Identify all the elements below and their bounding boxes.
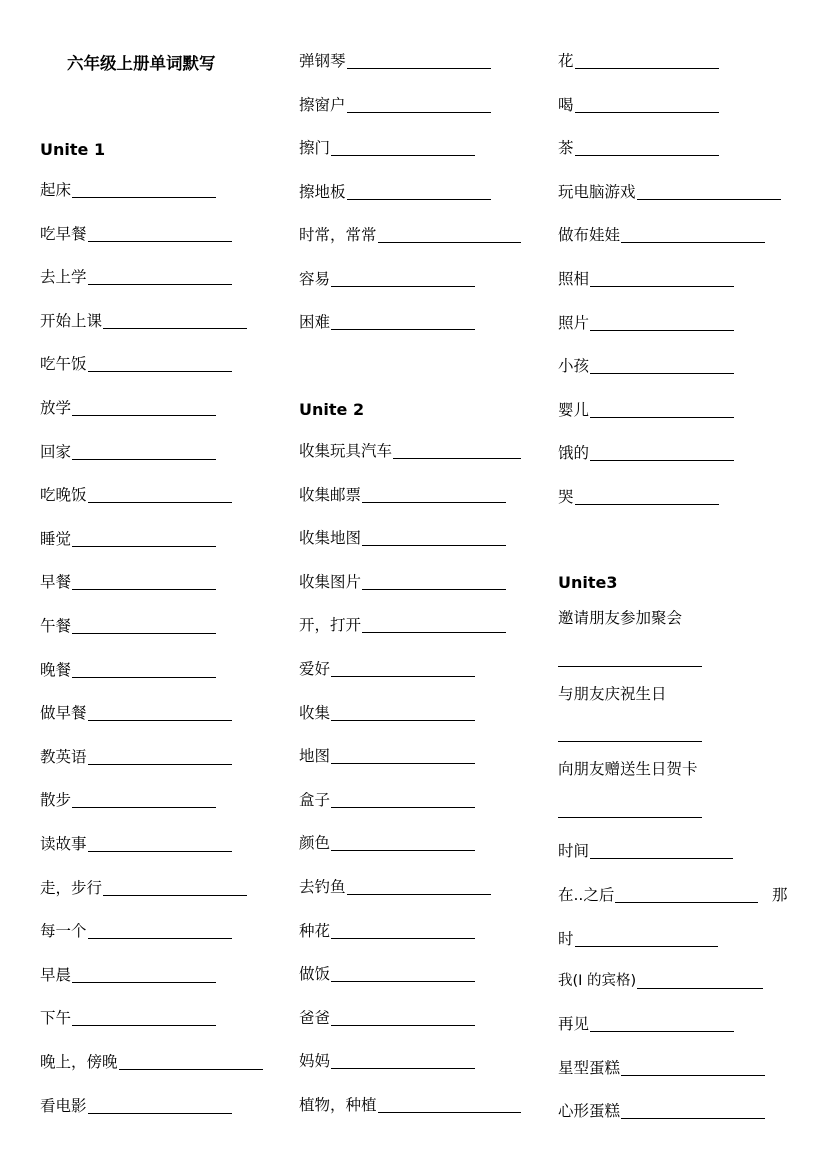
unit-2-heading: Unite 2: [299, 400, 365, 419]
word-entry: [299, 50, 491, 72]
word-entry: [40, 702, 232, 724]
word-entry: [299, 789, 475, 811]
answer-blank[interactable]: [331, 938, 475, 939]
answer-blank[interactable]: [590, 373, 734, 374]
answer-blank[interactable]: [72, 546, 216, 547]
word-label: 时: [558, 930, 574, 948]
phrase-celebrate-birthday: 与朋友庆祝生日: [558, 685, 667, 703]
word-label: 时间: [558, 842, 590, 860]
word-entry: [299, 137, 475, 159]
answer-blank[interactable]: [362, 502, 506, 503]
word-label: 教英语: [40, 747, 87, 766]
word-entry: [558, 884, 758, 906]
word-label: 做布娃娃: [558, 226, 621, 245]
answer-blank[interactable]: [331, 720, 475, 721]
answer-blank[interactable]: [347, 894, 491, 895]
word-entry: [558, 970, 763, 992]
word-label: 收集玩具汽车: [299, 442, 393, 460]
word-label: 散步: [40, 791, 72, 810]
word-label: 爸爸: [299, 1008, 331, 1027]
word-entry: [40, 659, 216, 681]
answer-blank[interactable]: [590, 460, 734, 461]
word-label: 植物，种植: [299, 1096, 377, 1114]
word-label: 去上学: [40, 268, 87, 287]
word-label-continued: 那: [772, 886, 788, 904]
word-label: 擦门: [299, 139, 331, 157]
word-label: 收集邮票: [299, 485, 362, 504]
word-entry: [558, 399, 734, 421]
answer-blank[interactable]: [615, 902, 758, 903]
word-entry: [558, 94, 719, 116]
answer-blank[interactable]: [88, 720, 232, 721]
word-entry: [40, 746, 232, 768]
word-label: 我(I 的宾格): [558, 973, 637, 989]
word-entry: [558, 928, 718, 950]
word-entry: [40, 397, 216, 419]
word-label: 开，打开: [299, 616, 362, 635]
word-entry: [299, 832, 475, 854]
word-label: 哭: [558, 488, 574, 506]
answer-blank[interactable]: [88, 938, 232, 939]
answer-blank[interactable]: [558, 741, 702, 742]
word-label: 小孩: [558, 357, 590, 376]
word-label: 吃午饭: [40, 355, 87, 374]
word-entry: [299, 614, 506, 636]
word-entry: [40, 920, 232, 942]
word-entry: [299, 963, 475, 985]
word-label: 每一个: [40, 922, 87, 941]
word-label: 婴儿: [558, 400, 590, 419]
word-label: 照相: [558, 270, 590, 288]
word-entry: [299, 702, 475, 724]
word-label: 心形蛋糕: [558, 1102, 621, 1120]
answer-blank[interactable]: [393, 458, 521, 459]
answer-blank[interactable]: [621, 242, 765, 243]
word-label: 地图: [299, 747, 331, 766]
word-label: 饿的: [558, 444, 590, 463]
answer-blank[interactable]: [88, 764, 232, 765]
answer-blank[interactable]: [558, 817, 702, 818]
word-entry: [299, 527, 506, 549]
answer-blank[interactable]: [88, 502, 232, 503]
word-label: 走，步行: [40, 878, 103, 897]
word-entry: [299, 440, 521, 462]
word-entry: [299, 658, 475, 680]
word-label: 再见: [558, 1015, 590, 1033]
answer-blank[interactable]: [362, 589, 506, 590]
word-label: 吃早餐: [40, 224, 87, 243]
word-label: 茶: [558, 139, 574, 158]
word-entry: [40, 615, 216, 637]
answer-blank[interactable]: [88, 1113, 232, 1114]
answer-blank[interactable]: [72, 1025, 216, 1026]
answer-blank[interactable]: [575, 112, 719, 113]
word-entry: [299, 571, 506, 593]
word-entry: [40, 1007, 216, 1029]
phrase-give-card: 向朋友赠送生日贺卡: [558, 760, 698, 778]
word-label: 起床: [40, 181, 72, 199]
word-label: 吃晚饭: [40, 486, 87, 505]
word-label: 早餐: [40, 573, 72, 592]
answer-blank[interactable]: [575, 504, 719, 505]
word-label: 玩电脑游戏: [558, 182, 636, 201]
word-label: 做饭: [299, 965, 331, 984]
word-label: 星型蛋糕: [558, 1058, 621, 1077]
answer-blank[interactable]: [575, 155, 719, 156]
answer-blank[interactable]: [331, 1068, 475, 1069]
answer-blank[interactable]: [331, 329, 475, 330]
answer-blank[interactable]: [72, 807, 216, 808]
word-label: 做早餐: [40, 704, 87, 723]
word-label: 晚餐: [40, 660, 72, 679]
word-entry: [40, 528, 216, 550]
word-label: 花: [558, 52, 574, 70]
word-entry: [299, 876, 491, 898]
answer-blank[interactable]: [621, 1118, 765, 1119]
answer-blank[interactable]: [72, 459, 216, 460]
word-label: 容易: [299, 269, 331, 288]
word-label: 收集地图: [299, 529, 362, 548]
answer-blank[interactable]: [88, 371, 232, 372]
word-entry: [40, 179, 216, 201]
word-entry: [558, 840, 733, 862]
answer-blank[interactable]: [590, 286, 734, 287]
word-entry: [40, 877, 247, 899]
answer-blank[interactable]: [637, 199, 781, 200]
word-label: 收集: [299, 703, 331, 722]
answer-blank[interactable]: [331, 807, 475, 808]
word-label: 晚上，傍晚: [40, 1053, 118, 1071]
word-label: 照片: [558, 313, 590, 332]
word-label: 睡觉: [40, 529, 72, 548]
word-entry: [558, 312, 734, 334]
answer-blank[interactable]: [347, 112, 491, 113]
word-label: 喝: [558, 95, 574, 114]
answer-blank[interactable]: [590, 330, 734, 331]
answer-blank[interactable]: [331, 155, 475, 156]
answer-blank[interactable]: [103, 895, 247, 896]
answer-blank[interactable]: [362, 632, 506, 633]
answer-blank[interactable]: [331, 981, 475, 982]
word-entry: [40, 353, 232, 375]
answer-blank[interactable]: [119, 1069, 263, 1070]
word-entry: [558, 1057, 765, 1079]
word-entry: [40, 571, 216, 593]
word-entry: [558, 1100, 765, 1122]
word-entry: [558, 137, 719, 159]
answer-blank[interactable]: [88, 284, 232, 285]
unit-3-heading: Unite3: [558, 573, 618, 592]
word-entry: [558, 224, 765, 246]
answer-blank[interactable]: [331, 763, 475, 764]
word-label: 擦地板: [299, 182, 346, 201]
word-entry: [299, 920, 475, 942]
word-entry: [40, 833, 232, 855]
word-label: 弹钢琴: [299, 52, 346, 70]
word-label: 收集图片: [299, 572, 362, 591]
answer-blank[interactable]: [590, 417, 734, 418]
word-entry: [299, 1050, 475, 1072]
answer-blank[interactable]: [72, 589, 216, 590]
answer-blank[interactable]: [103, 328, 247, 329]
word-label: 看电影: [40, 1096, 87, 1115]
answer-blank[interactable]: [558, 666, 702, 667]
word-entry: [558, 355, 734, 377]
answer-blank[interactable]: [347, 68, 491, 69]
page-title: 六年级上册单词默写: [67, 54, 216, 73]
word-label: 种花: [299, 921, 331, 940]
word-entry: [40, 964, 216, 986]
word-label: 下午: [40, 1009, 72, 1028]
answer-blank[interactable]: [575, 68, 719, 69]
word-entry: [299, 1094, 521, 1116]
answer-blank[interactable]: [331, 850, 475, 851]
word-label: 爱好: [299, 660, 331, 678]
word-label: 颜色: [299, 834, 331, 853]
answer-blank[interactable]: [72, 633, 216, 634]
word-label: 午餐: [40, 617, 72, 635]
word-entry: [40, 310, 247, 332]
word-label: 时常，常常: [299, 226, 377, 244]
answer-blank[interactable]: [331, 1025, 475, 1026]
answer-blank[interactable]: [575, 946, 718, 947]
answer-blank[interactable]: [72, 415, 216, 416]
answer-blank[interactable]: [72, 197, 216, 198]
word-entry: [299, 224, 521, 246]
word-label: 早晨: [40, 965, 72, 984]
word-label: 去钓鱼: [299, 878, 346, 896]
word-entry: [40, 266, 232, 288]
word-label: 擦窗户: [299, 95, 346, 114]
answer-blank[interactable]: [637, 988, 763, 989]
word-entry: [40, 789, 216, 811]
word-label: 放学: [40, 399, 72, 417]
answer-blank[interactable]: [378, 242, 521, 243]
word-entry: [558, 50, 719, 72]
word-entry: [40, 1051, 263, 1073]
word-entry: [558, 268, 734, 290]
word-entry: [40, 441, 216, 463]
answer-blank[interactable]: [88, 851, 232, 852]
answer-blank[interactable]: [378, 1112, 521, 1113]
word-label: 困难: [299, 313, 331, 331]
word-entry: [299, 745, 475, 767]
unit-1-heading: Unite 1: [40, 140, 106, 159]
answer-blank[interactable]: [331, 676, 475, 677]
word-label: 盒子: [299, 790, 331, 809]
word-entry: [299, 94, 491, 116]
answer-blank[interactable]: [621, 1075, 765, 1076]
answer-blank[interactable]: [88, 241, 232, 242]
phrase-invite-friends: 邀请朋友参加聚会: [558, 609, 683, 627]
word-label: 妈妈: [299, 1052, 331, 1071]
answer-blank[interactable]: [590, 1031, 734, 1032]
word-entry: [299, 268, 475, 290]
word-label: 读故事: [40, 835, 87, 853]
word-entry: [40, 484, 232, 506]
word-entry: [558, 181, 781, 203]
word-entry: [558, 486, 719, 508]
word-label: 在..之后: [558, 886, 615, 904]
word-entry: [558, 442, 734, 464]
answer-blank[interactable]: [72, 982, 216, 983]
word-entry: [40, 223, 232, 245]
word-label: 回家: [40, 442, 72, 461]
word-entry: [299, 484, 506, 506]
word-entry: [299, 1007, 475, 1029]
word-entry: [40, 1095, 232, 1117]
word-entry: [299, 311, 475, 333]
word-entry: [558, 1013, 734, 1035]
word-label: 开始上课: [40, 311, 103, 330]
answer-blank[interactable]: [72, 677, 216, 678]
answer-blank[interactable]: [590, 858, 733, 859]
word-entry: [299, 181, 491, 203]
answer-blank[interactable]: [331, 286, 475, 287]
answer-blank[interactable]: [347, 199, 491, 200]
answer-blank[interactable]: [362, 545, 506, 546]
